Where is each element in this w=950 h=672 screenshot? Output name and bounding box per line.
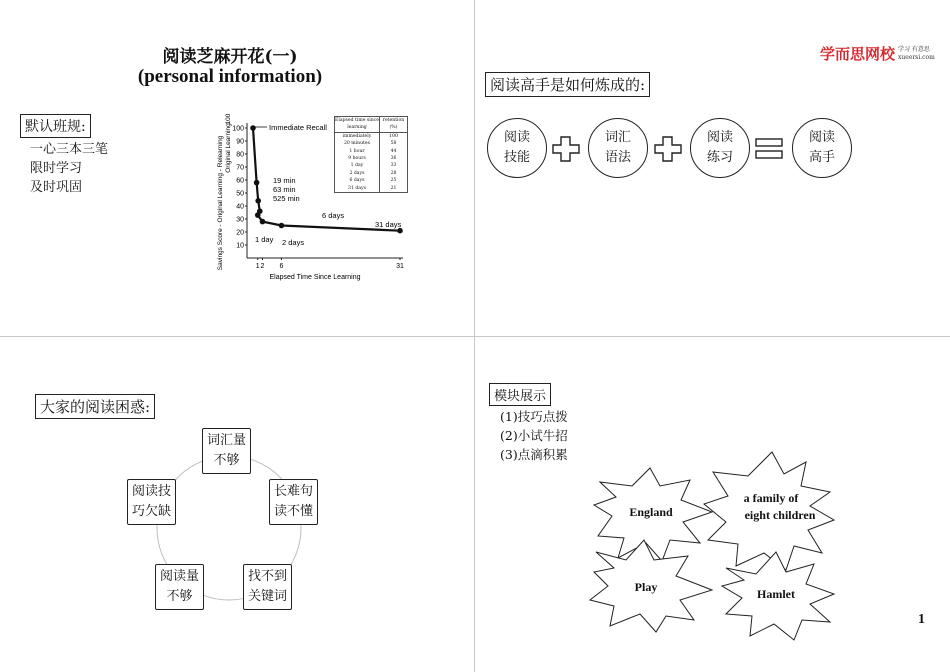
burst-label-family-2: eight children [744, 508, 816, 522]
retention-cell-time: 31 days [335, 185, 380, 192]
retention-cell-value: 21 [390, 185, 397, 191]
y-tick-label: 50 [236, 190, 244, 198]
x-tick-label: 6 [279, 263, 284, 270]
retention-cell-value: 33 [390, 163, 397, 169]
retention-cell-time: 9 hours [335, 155, 380, 162]
slide-1-title: 阅读芝麻开花(一) [162, 47, 298, 67]
node-line: 不够 [166, 589, 193, 604]
y-tick-label: 80 [236, 151, 244, 159]
x-tick-label: 2 [260, 263, 265, 270]
circle-line: 阅读 [503, 130, 530, 145]
burst-label-hamlet: Hamlet [757, 587, 795, 601]
circle-line: 技能 [503, 150, 530, 165]
retention-cell-time: 1 day [335, 162, 380, 169]
annotation-1day: 1 day [255, 235, 274, 244]
class-rules-label: 默认班规: [20, 114, 91, 138]
y-axis-top-label: 100 [225, 113, 232, 125]
retention-cell-value: 44 [390, 148, 397, 154]
y-tick-label: 10 [236, 242, 244, 250]
annotation-6days: 6 days [322, 211, 345, 220]
retention-cell-value: 28 [390, 170, 397, 176]
module-item-1: (1)技巧点拨 [500, 409, 568, 424]
retention-cell-time: 6 days [335, 177, 380, 184]
module-item-3: (3)点滴积累 [500, 447, 568, 462]
annotation-31days: 31 days [375, 220, 402, 229]
y-tick-label: 70 [236, 164, 244, 172]
x-tick-label: 1 [255, 263, 260, 270]
retention-cell-time: 20 minutes [335, 140, 380, 147]
node-line: 读不懂 [274, 504, 314, 519]
node-line: 长难句 [274, 484, 314, 499]
circle-line: 高手 [808, 150, 835, 165]
slide-4-heading: 模块展示 [489, 383, 551, 406]
class-rule-2: 限时学习 [30, 161, 83, 176]
y-tick-label: 20 [236, 229, 244, 237]
slide-2-heading: 阅读高手是如何炼成的: [485, 72, 650, 97]
module-item-2: (2)小试牛招 [500, 428, 568, 443]
y-axis-outer-label: Savings Score - Original Learning - Relearning [217, 135, 224, 271]
logo-url: xueersi.com [898, 53, 935, 61]
node-line: 关键词 [248, 589, 288, 604]
burst-label-england: England [629, 505, 673, 519]
y-axis-inner-label: Original Learning [225, 123, 232, 173]
y-tick-label: 100 [232, 125, 244, 133]
retention-cell-time: 1 hour [335, 148, 380, 155]
retention-cell-time: immediately [335, 133, 380, 140]
circle-line: 语法 [604, 150, 631, 165]
circle-line: 词汇 [604, 130, 631, 145]
x-axis-label: Elapsed Time Since Learning [269, 274, 361, 281]
slide-1-subtitle: (personal information) [137, 66, 323, 87]
retention-cell-time: 2 days [335, 170, 380, 177]
node-line: 找不到 [248, 569, 288, 584]
node-line: 词汇量 [207, 433, 247, 448]
node-line: 阅读量 [160, 569, 200, 584]
annotation-2days: 2 days [282, 238, 305, 247]
retention-cell-value: 58 [390, 141, 397, 147]
burst-label-family-1: a family of [743, 491, 799, 505]
y-tick-label: 90 [236, 138, 244, 146]
annotation-63min: 63 min [273, 185, 296, 194]
retention-cell-value: 25 [390, 178, 397, 184]
node-line: 巧欠缺 [132, 504, 172, 519]
node-line: 不够 [213, 453, 240, 468]
table-header-time: Elapsed time since learning [335, 118, 379, 131]
annotation-525min: 525 min [273, 194, 300, 203]
table-header-retention: retention (%) [382, 118, 405, 131]
annotation-19min: 19 min [273, 176, 296, 185]
y-tick-label: 60 [236, 177, 244, 185]
circle-line: 练习 [706, 150, 733, 165]
x-tick-label: 31 [396, 263, 404, 270]
retention-cell-value: 36 [390, 156, 397, 162]
node-line: 阅读技 [132, 484, 172, 499]
retention-cell-value: 100 [389, 133, 398, 139]
class-rule-1: 一心三本三笔 [30, 142, 109, 157]
y-tick-label: 30 [236, 216, 244, 224]
slide-3-heading: 大家的阅读困惑: [35, 394, 155, 419]
y-tick-label: 40 [236, 203, 244, 211]
class-rule-3: 及时巩固 [30, 180, 83, 195]
logo-text: 学而思网校 [820, 45, 896, 63]
circle-line: 阅读 [706, 130, 733, 145]
annotation-immediate-recall: Immediate Recall [269, 123, 327, 132]
circle-line: 阅读 [808, 130, 835, 145]
logo-tagline: 学习 有意思 [898, 45, 930, 53]
burst-label-play: Play [634, 580, 658, 594]
page-number: 1 [918, 612, 925, 627]
